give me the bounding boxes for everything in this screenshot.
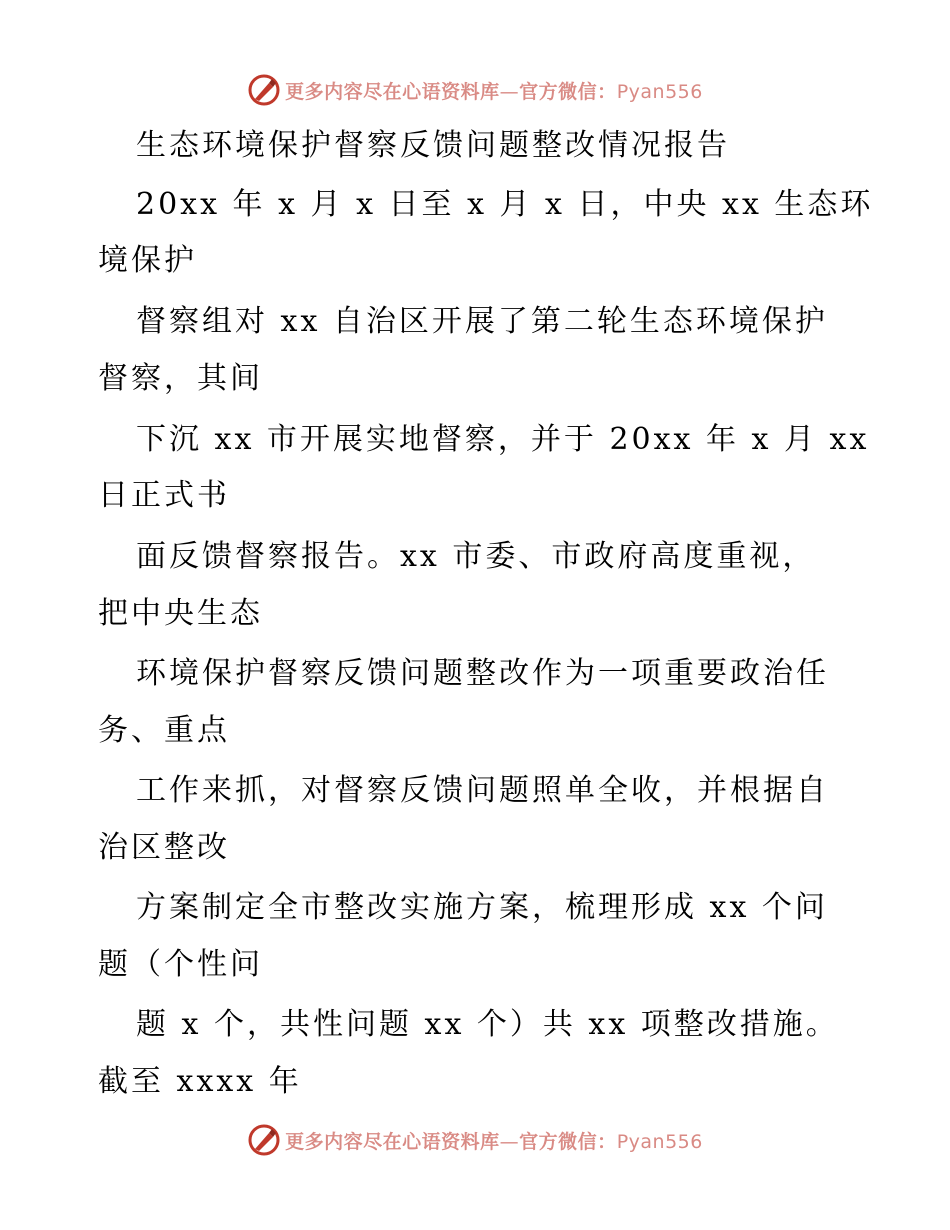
paragraph-line: 下沉 xx 市开展实地督察，并于 20xx 年 x 月 xx [136, 422, 870, 457]
paragraph-line: 境保护 [98, 243, 197, 278]
pen-logo-icon [247, 73, 281, 107]
paragraph-line: 20xx 年 x 月 x 日至 x 月 x 日，中央 xx 生态环 [136, 187, 874, 222]
paragraph-line: 题（个性问 [98, 947, 263, 982]
paragraph-line: 题 x 个，共性问题 xx 个）共 xx 项整改措施。 [136, 1007, 839, 1042]
watermark-header [0, 70, 950, 110]
paragraph-line: 日正式书 [98, 478, 230, 513]
pen-logo-icon [247, 1123, 281, 1157]
paragraph-line: 治区整改 [98, 830, 230, 865]
paragraph-line: 督察组对 xx 自治区开展了第二轮生态环境保护 [136, 304, 828, 339]
watermark-text: 更多内容尽在心语资料库—官方微信：Pyan556 [285, 80, 703, 103]
paragraph-line: 环境保护督察反馈问题整改作为一项重要政治任 [136, 656, 829, 691]
paragraph-line: 把中央生态 [98, 596, 263, 631]
paragraph-line: 督察，其间 [98, 361, 263, 396]
paragraph-line: 面反馈督察报告。xx 市委、市政府高度重视， [136, 539, 816, 574]
watermark-text: 更多内容尽在心语资料库—官方微信：Pyan556 [285, 1130, 703, 1153]
document-title: 生态环境保护督察反馈问题整改情况报告 [136, 128, 730, 163]
paragraph-line: 截至 xxxx 年 [98, 1064, 302, 1099]
paragraph-line: 方案制定全市整改实施方案，梳理形成 xx 个问 [136, 890, 828, 925]
paragraph-line: 工作来抓，对督察反馈问题照单全收，并根据自 [136, 773, 829, 808]
paragraph-line: 务、重点 [98, 713, 230, 748]
watermark-footer [0, 1120, 950, 1160]
